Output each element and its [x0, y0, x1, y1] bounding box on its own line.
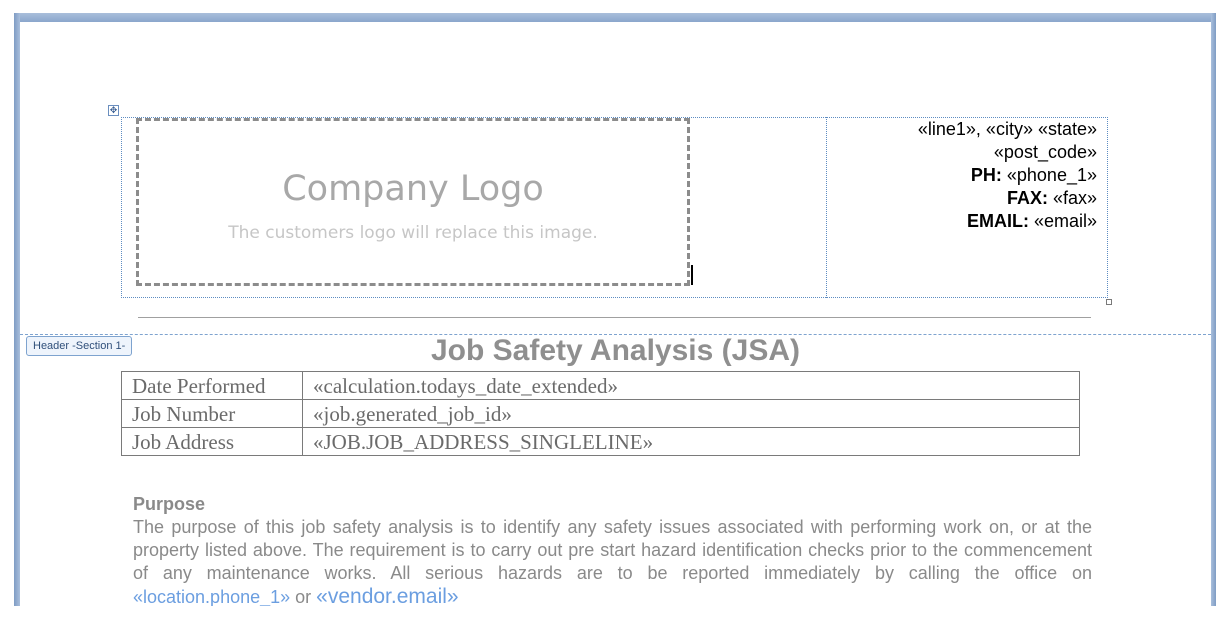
info-label-date-performed[interactable]: Date Performed — [122, 372, 303, 400]
purpose-heading: Purpose — [133, 494, 206, 514]
window-frame-right — [1211, 13, 1216, 606]
info-value-date-performed[interactable]: «calculation.todays_date_extended» — [303, 372, 1080, 400]
document-page[interactable] — [20, 22, 1211, 606]
address-line1: «line1», «city» «state» — [917, 119, 1097, 139]
phone-value: «phone_1» — [1001, 165, 1097, 185]
fax-value: «fax» — [1047, 188, 1097, 208]
header-horizontal-rule — [138, 317, 1091, 318]
table-row — [122, 372, 1080, 400]
window-frame-top — [14, 13, 1216, 22]
logo-title: Company Logo — [282, 169, 544, 209]
table-row — [122, 400, 1080, 428]
info-label-job-number[interactable]: Job Number — [122, 400, 303, 428]
company-address-block[interactable] — [830, 118, 1097, 233]
header-table-column-divider — [826, 117, 827, 298]
address-postcode: «post_code» — [993, 142, 1097, 162]
info-value-job-address[interactable]: «JOB.JOB_ADDRESS_SINGLELINE» — [303, 428, 1080, 456]
email-merge-field[interactable]: «vendor.email» — [316, 585, 459, 606]
company-logo-placeholder[interactable] — [136, 118, 690, 286]
email-value: «email» — [1028, 211, 1097, 231]
purpose-body — [133, 516, 1092, 606]
email-label: EMAIL: — [966, 211, 1029, 231]
table-resize-handle[interactable] — [1106, 299, 1112, 305]
purpose-connector: or — [290, 587, 317, 606]
address-email — [830, 210, 1097, 233]
text-cursor — [691, 265, 693, 285]
purpose-text: The purpose of this job safety analysis is to identify any safety issues associated with performing work on, or at the property listed above. The requirement is to carry out pre start hazard identification checks prior to the commencement of any maintenance works. All serious hazards are to be reported immediately by calling the office on — [133, 517, 1092, 583]
purpose-section[interactable] — [133, 493, 1092, 606]
phone-label: PH: — [970, 165, 1002, 185]
info-value-job-number[interactable]: «job.generated_job_id» — [303, 400, 1080, 428]
address-fax — [830, 187, 1097, 210]
address-phone — [830, 164, 1097, 187]
logo-subtitle: The customers logo will replace this image. — [228, 223, 598, 243]
document-title[interactable]: Job Safety Analysis (JSA) — [430, 334, 800, 367]
job-info-table[interactable] — [121, 371, 1080, 456]
header-section-tag[interactable]: Header -Section 1- — [26, 336, 132, 356]
info-label-job-address[interactable]: Job Address — [122, 428, 303, 456]
fax-label: FAX: — [1006, 188, 1048, 208]
phone-merge-field[interactable]: «location.phone_1» — [133, 587, 291, 606]
window-bottom-strip — [0, 606, 1227, 631]
table-move-handle-icon[interactable]: ✥ — [109, 105, 118, 115]
table-row — [122, 428, 1080, 456]
